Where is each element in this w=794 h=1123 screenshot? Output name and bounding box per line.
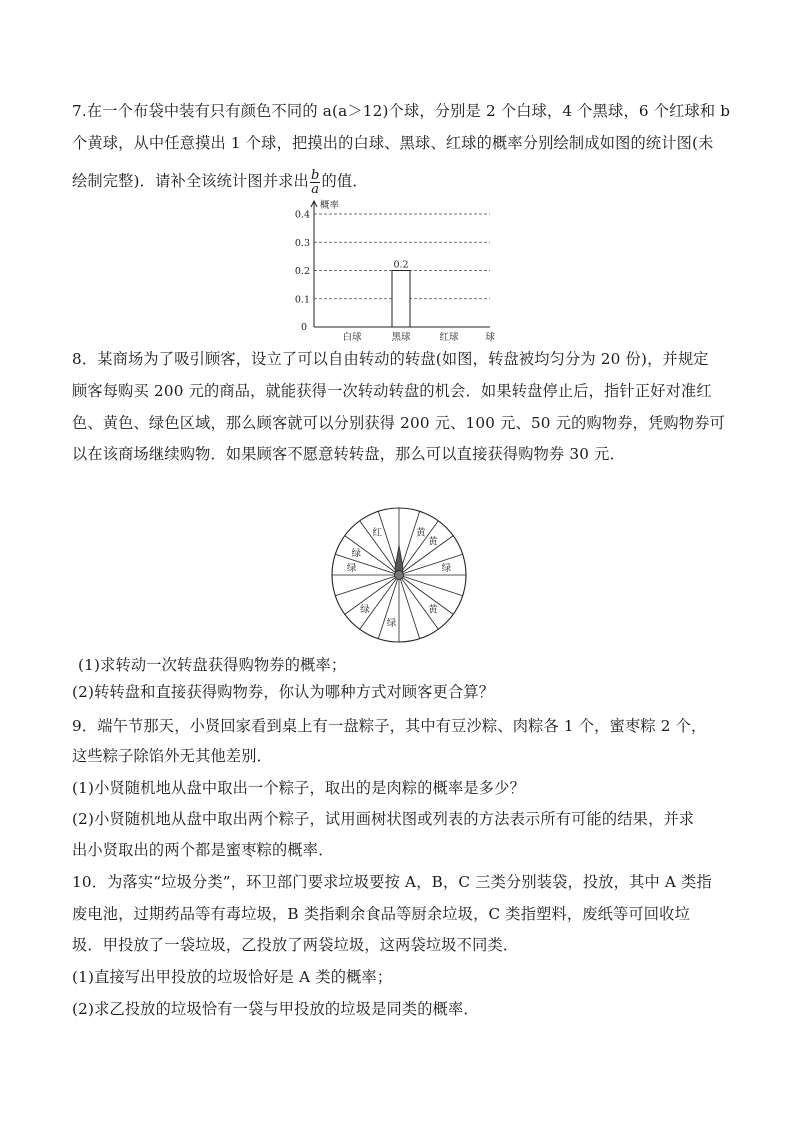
- q9-text-line-2: 这些粽子除馅外无其他差别．: [72, 747, 273, 765]
- spinner-wheel: [328, 504, 470, 646]
- x-axis-label: 球: [485, 332, 495, 343]
- x-tick-label: 黑球: [391, 332, 411, 343]
- q7-line-3-prefix: 绘制完整)．请补全该统计图并求出: [72, 172, 309, 190]
- q7-line-3-suffix: 的值．: [321, 172, 368, 190]
- q10-text-line-3: 圾．甲投放了一袋垃圾，乙投放了两袋垃圾，这两袋垃圾不同类．: [72, 936, 519, 954]
- sector-label: 红: [372, 527, 382, 539]
- x-tick-label: 白球: [342, 332, 362, 343]
- probability-bar-chart: [290, 198, 500, 346]
- sector-label: 绿: [346, 562, 357, 574]
- q7-text-line-2: 个黄球，从中任意摸出 1 个球，把摸出的白球、黑球、红球的概率分别绘制成如图的统计图(未: [72, 134, 714, 152]
- bar-data-label: 0.2: [393, 259, 409, 271]
- y-tick-label: 0.4: [294, 209, 310, 221]
- q10-sub-question-2: (2)求乙投放的垃圾恰有一袋与甲投放的垃圾是同类的概率．: [72, 1000, 479, 1018]
- b-over-a-fraction: [310, 169, 321, 196]
- q9-sub-question-2-line-1: (2)小贤随机地从盘中取出两个粽子，试用画树状图或列表的方法表示所有可能的结果，并求: [72, 810, 695, 828]
- q8-sub-question-1: (1)求转动一次转盘获得购物券的概率；: [78, 656, 347, 674]
- q8-sub-question-2: (2)转转盘和直接获得购物券，你认为哪种方式对顾客更合算？: [72, 683, 495, 701]
- fraction-denominator: a: [311, 181, 320, 197]
- origin-label: 0: [300, 322, 307, 333]
- q10-text-line-2: 废电池，过期药品等有毒垃圾，B 类指剩余食品等厨余垃圾，C 类指塑料，废纸等可回收垃: [72, 905, 690, 923]
- q7-text-line-3: [72, 164, 722, 198]
- sector-label: 绿: [386, 617, 397, 629]
- q8-text-line-2: 顾客每购买 200 元的商品，就能获得一次转动转盘的机会．如果转盘停止后，指针正好对准红: [72, 382, 712, 400]
- sector-label: 黄: [416, 527, 426, 539]
- y-axis-label: 概率: [320, 200, 340, 211]
- q10-sub-question-1: (1)直接写出甲投放的垃圾恰好是 A 类的概率；: [72, 968, 393, 986]
- fraction-numerator: b: [310, 167, 320, 183]
- spinner-hub: [395, 571, 404, 580]
- sector-label: 绿: [360, 604, 370, 616]
- y-tick-label: 0.1: [294, 294, 310, 306]
- sector-label: 绿: [351, 548, 361, 560]
- y-tick-label: 0.2: [294, 266, 310, 277]
- sector-label: 黄: [428, 536, 438, 548]
- q7-text-line-1: 7.在一个布袋中装有只有颜色不同的 a(a＞12)个球，分别是 2 个白球，4 个黑球，6 个红球和 b: [72, 102, 731, 120]
- q9-sub-question-1: (1)小贤随机地从盘中取出一个粽子，取出的是肉粽的概率是多少？: [72, 779, 525, 797]
- sector-label: 黄: [428, 604, 438, 616]
- q9-sub-question-2-line-2: 出小贤取出的两个都是蜜枣粽的概率．: [72, 841, 334, 859]
- sector-label: 绿: [441, 562, 452, 574]
- bar: [392, 271, 410, 328]
- q10-text-line-1: 10．为落实“垃圾分类”，环卫部门要求垃圾要按 A，B，C 三类分别装袋，投放，其中 A 类指: [72, 873, 712, 891]
- q8-text-line-1: 8．某商场为了吸引顾客，设立了可以自由转动的转盘(如图，转盘被均匀分为 20 份)，并规定: [72, 350, 709, 368]
- x-tick-label: 红球: [439, 332, 459, 343]
- q9-text-line-1: 9．端午节那天，小贤回家看到桌上有一盘粽子，其中有豆沙粽、肉粽各 1 个，蜜枣粽 2 个，: [72, 717, 707, 735]
- y-tick-label: 0.3: [294, 237, 310, 249]
- q8-text-line-3: 色、黄色、绿色区域，那么顾客就可以分别获得 200 元、100 元、50 元的购物券，凭购物券可: [72, 414, 725, 432]
- q8-text-line-4: 以在该商场继续购物．如果顾客不愿意转转盘，那么可以直接获得购物券 30 元．: [72, 445, 625, 463]
